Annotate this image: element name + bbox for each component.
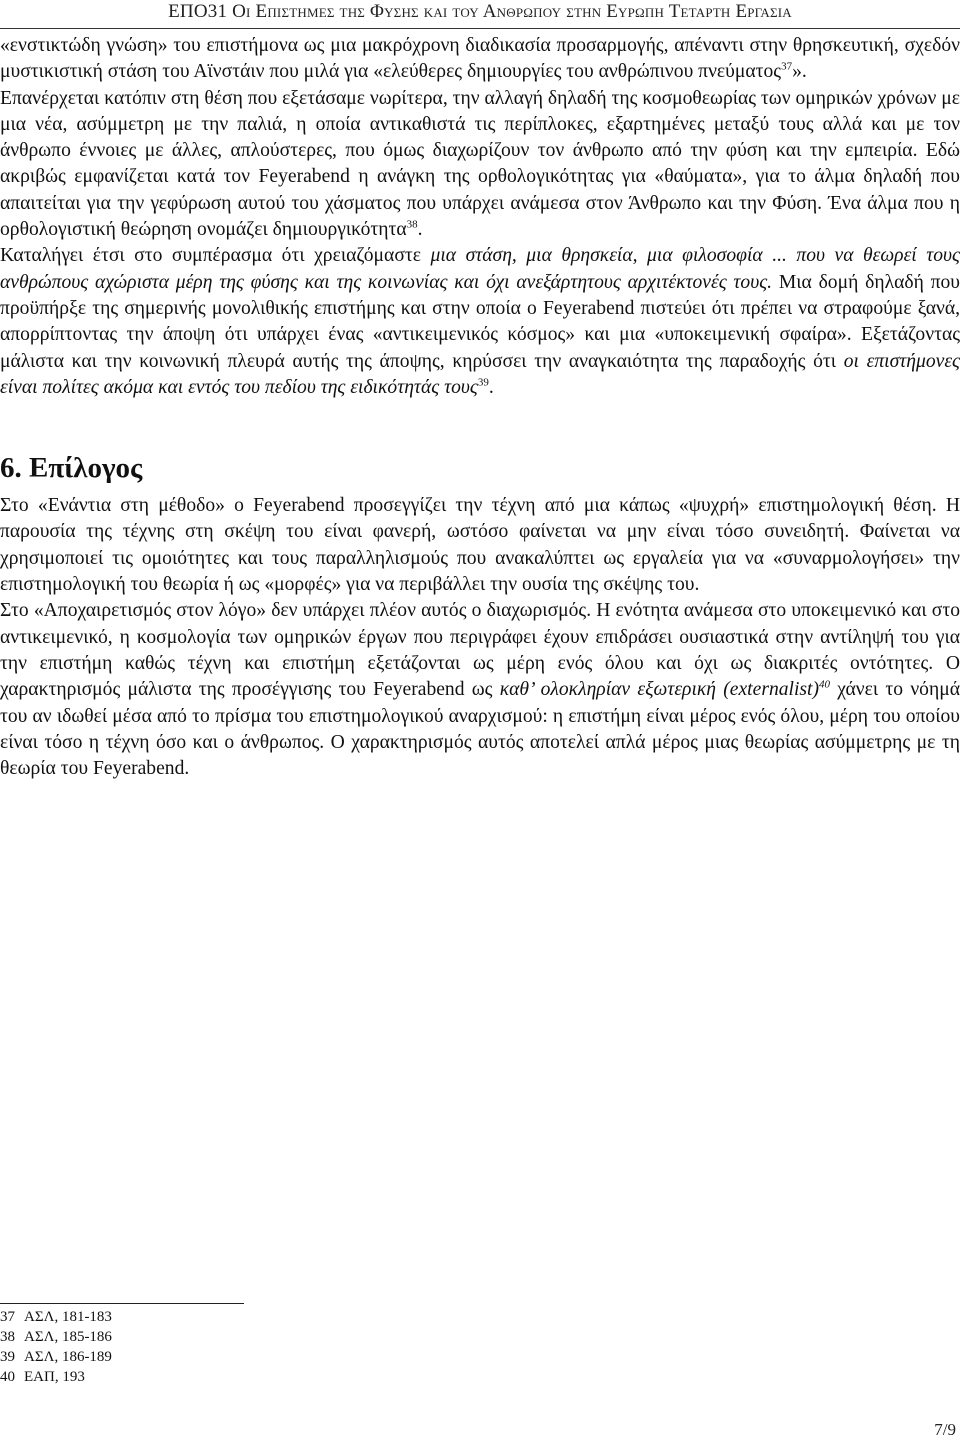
italic-quote: μια στάση, μια θρησκεία, μια φιλοσοφία ... που να θεωρεί τους ανθρώπους αχώριστα μέρη της φύσης και της κοινωνίας και όχι ανεξάρτητους αρχιτέκτονές τους. [0,245,960,293]
footnote-number: 39 [0,1349,15,1365]
paragraph-text: . [417,219,423,241]
paragraph-text: «ενστικτώδη γνώση» του επιστήμονα ως μια μακρόχρονη διαδικασία προσαρμογής, απέναντι στην θρησκευτική, σχεδόν μυστικιστική στάση του Αϊνστάιν που μιλά για «ελεύθερες δημιουργίες του ανθρώπινου πνεύματος [0,35,960,83]
page-body [0,33,960,782]
paragraph-text: Στο «Αποχαιρετισμός στον λόγο» δεν υπάρχει πλέον αυτός ο διαχωρισμός. Η ενότητα ανάμεσα στο υποκειμενικό και στο αντικειμενικό, η κοσμολογία των ομηρικών έργων που περιγράφει έχουν επιδράσει ουσιαστικά στην αντίληψή του για την επιστήμη καθώς τέχνη και επιστήμη εξετάζονται ως μέρη ενός όλου και όχι ως διακριτές οντότητες. Ο χαρακτηρισμός μάλιστα της προσέγγισης του Feyerabend ως [0,600,960,701]
paragraph-text: Στο «Ενάντια στη μέθοδο» ο Feyerabend προσεγγίζει την τέχνη από μια κάπως «ψυχρή» επιστημολογική θέση. Η παρουσία της τέχνης στη σκέψη του είναι φανερή, ωστόσο φαίνεται να μην είναι τόσο συνειδητή. Φαίνεται να χρησιμοποιεί τις ομοιότητες και τους παραλληλισμούς που ανακαλύπτει ως εργαλεία για να «συναρμολογήσει» την επιστημολογική του θεωρία ή ως «μορφές» για να περιβάλλει την ουσία της σκέψης του. [0,495,960,596]
running-header: ΕΠΟ31 Οι Επιστημες της Φυσης και του Ανθρωπου στην Ευρωπη Τεταρτη Εργασια [168,1,792,22]
footnote-rule [0,1303,244,1304]
header-rule [0,28,960,29]
footnote-number: 40 [0,1369,15,1385]
paragraph-text: Επανέρχεται κατόπιν στη θέση που εξετάσαμε νωρίτερα, την αλλαγή δηλαδή της κοσμοθεωρίας των ομηρικών χρόνων με μια νέα, ασύμμετρη με την παλιά, η οποία αντικαθιστά τις περίπλοκες, εξαρτημένες μεταξύ τους αλλά και με τον άνθρωπο έννοιες με άλλες, απλούστερες, που όμως διαχωρίζουν τον άνθρωπο από την φύση και την εμπειρία. Εδώ ακριβώς εμφανίζεται κατά τον Feyerabend η ανάγκη της ορθολογικότητας για «θαύματα», για το άλμα δηλαδή που απαιτείται για την γεφύρωση αυτού του χάσματος που υπάρχει ανάμεσα στον Άνθρωπο και την Φύση. Ένα άλμα που η ορθολογιστική θεώρηση ονομάζει δημιουργικότητα [0,87,960,241]
footnote-text: ΑΣΛ, 181-183 [24,1309,112,1325]
paragraph-3 [0,243,960,401]
paragraph-text: χάνει το νόημά του αν ιδωθεί μέσα από το πρίσμα του επιστημολογικού αναρχισμού: η επιστήμη είναι μέρος ενός όλου, μέρη του οποίου είναι τόσο η τέχνη όσο και ο άνθρωπος. Ο χαρακτηρισμός αυτός αποτελεί απλά μέρος μιας θεωρίας ασύμμετρης με τη θεωρία του Feyerabend. [0,679,960,780]
paragraph-4 [0,493,960,598]
paragraph-text: Καταλήγει έτσι στο συμπέρασμα ότι χρειαζόμαστε [0,245,431,267]
footnote-ref-37[interactable]: 37 [781,60,793,73]
paragraph-2 [0,86,960,244]
paragraph-text: Μια δομή δηλαδή που προϋπήρξε της σημερινής μονολιθικής επιστήμης και στην οποία ο Feyerabend πιστεύει ότι πρέπει να στραφούμε ξανά, απορρίπτοντας την άποψη ότι υπάρχει ένας «αντικειμενικός κόσμος» και μια «υποκειμενική σφαίρα». Εξετάζοντας μάλιστα και την κοινωνική πλευρά αυτής της άποψης, κηρύσσει την αναγκαιότητα της παραδοχής ότι [0,271,960,372]
paragraph-1 [0,33,960,86]
footnote-ref-40[interactable]: 40 [819,678,831,691]
footnote-ref-39[interactable]: 39 [477,376,489,389]
footnote-38 [0,1327,960,1347]
section-heading: 6. Επίλογος [0,452,143,485]
footnote-40 [0,1367,960,1387]
footnote-37 [0,1307,960,1327]
page-number: 7/9 [934,1420,956,1439]
footnote-39 [0,1347,960,1367]
italic-term: καθ’ ολοκληρίαν εξωτερική (externalist) [499,679,820,701]
footnote-number: 37 [0,1309,15,1325]
paragraph-text: ». [792,61,807,83]
footnote-text: ΑΣΛ, 185-186 [24,1329,112,1345]
footnote-number: 38 [0,1329,15,1345]
footnotes [0,1303,960,1387]
italic-quote: οι επιστήμονες είναι πολίτες ακόμα και εντός του πεδίου της ειδικότητάς τους [0,350,960,398]
paragraph-text: . [488,376,494,398]
footnote-ref-38[interactable]: 38 [406,218,418,231]
footnote-text: ΑΣΛ, 186-189 [24,1349,112,1365]
footnote-text: ΕΑΠ, 193 [24,1369,85,1385]
paragraph-5 [0,598,960,782]
